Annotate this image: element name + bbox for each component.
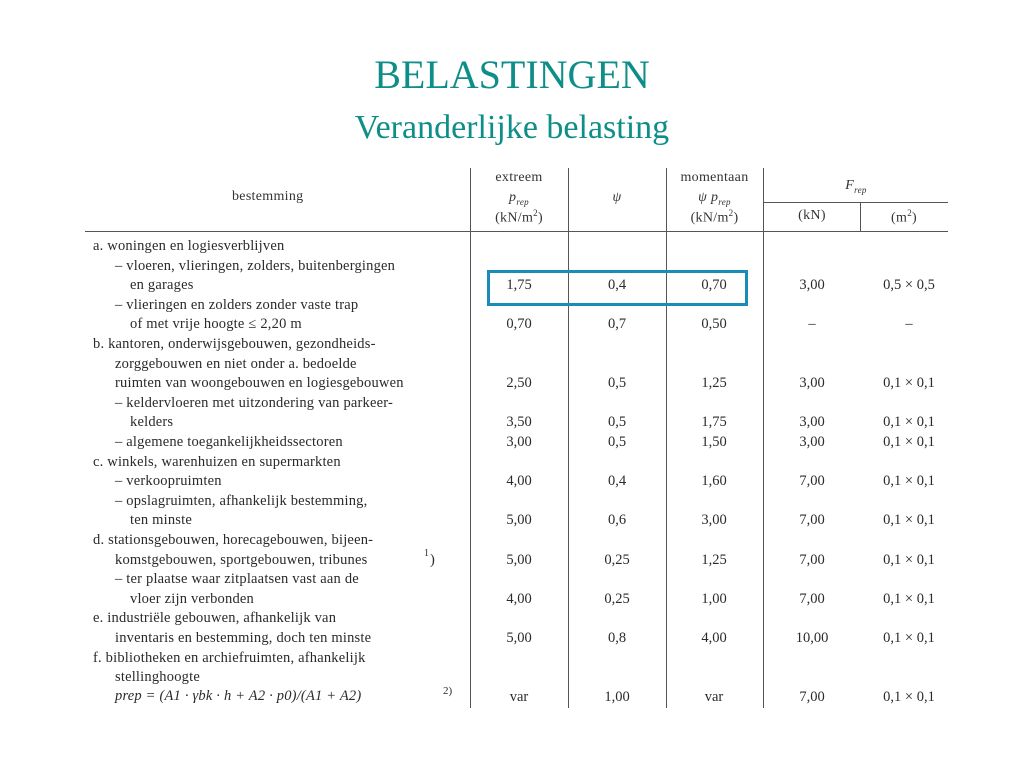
cell-prep: 5,00 — [506, 512, 532, 529]
description-line: – opslagruimten, afhankelijk bestemming, — [115, 492, 368, 509]
header-m2: $(m^2)$ — [891, 208, 917, 226]
cell-psiprep: 1,50 — [701, 434, 727, 450]
header-bottom-rule — [85, 231, 948, 232]
cell-prep: 0,70 — [506, 316, 532, 333]
header-kn: (kN) — [798, 208, 826, 223]
description-line: – verkoopruimten — [115, 473, 222, 490]
description-line: kelders — [130, 414, 174, 431]
cell-psi: 0,25 — [604, 590, 630, 607]
cell-psiprep: 0,50 — [701, 316, 727, 333]
cell-m2: 0,1 × 0,1 — [883, 375, 935, 392]
formula-note: 2) — [443, 685, 453, 697]
cell-psi: 0,5 — [607, 414, 627, 431]
cell-psi: 0,4 — [607, 277, 627, 294]
cell-prep: 4,00 — [506, 473, 532, 490]
cell-psiprep: 1,00 — [701, 590, 727, 607]
cell-psi: 0,6 — [607, 512, 627, 529]
description-line: – vloeren, vlieringen, zolders, buitenbergingen — [115, 257, 396, 274]
cell-prep: 4,00 — [506, 590, 532, 607]
cell-prep: 3,00 — [506, 434, 532, 450]
cell-psiprep: 1,60 — [701, 473, 727, 490]
cell-m2: 0,1 × 0,1 — [883, 512, 935, 529]
cell-kn: 7,00 — [799, 590, 825, 607]
description-line: inventaris en bestemming, doch ten minste — [115, 630, 372, 646]
cell-psiprep: var — [704, 688, 724, 705]
cell-prep: 5,00 — [506, 630, 532, 646]
header-psi: ψ — [612, 190, 622, 205]
header-unit-knm2: $(kN/m^2)$ — [495, 208, 543, 226]
cell-kn: 7,00 — [799, 551, 825, 568]
cell-m2: 0,1 × 0,1 — [883, 590, 935, 607]
header-momentaan: momentaan — [680, 170, 749, 185]
cell-psi: 0,4 — [607, 473, 627, 490]
description-line: b. kantoren, onderwijsgebouwen, gezondheids- — [93, 336, 376, 352]
cell-psiprep: 1,25 — [701, 375, 727, 392]
cell-kn: 7,00 — [799, 688, 825, 705]
cell-psi: 0,8 — [607, 630, 627, 646]
cell-psi: 0,5 — [607, 434, 627, 450]
cell-kn: 3,00 — [799, 434, 825, 450]
description-line: – ter plaatse waar zitplaatsen vast aan de — [115, 571, 359, 588]
description-line: komstgebouwen, sportgebouwen, tribunes — [115, 551, 368, 568]
cell-m2: 0,5 × 0,5 — [883, 277, 935, 294]
description-line: vloer zijn verbonden — [130, 590, 254, 607]
cell-m2: 0,1 × 0,1 — [883, 630, 935, 646]
description-line: ruimten van woongebouwen en logiesgebouwen — [115, 375, 404, 392]
cell-psiprep: 3,00 — [701, 512, 727, 529]
cell-m2: – — [905, 316, 913, 333]
cell-prep: 2,50 — [506, 375, 532, 392]
description-line: d. stationsgebouwen, horecagebouwen, bijeen- — [93, 532, 374, 548]
footnote-marker: 1 — [424, 547, 429, 559]
description-line: of met vrije hoogte ≤ 2,20 m — [130, 316, 302, 333]
header-prep: $p_{rep}$ — [509, 190, 529, 207]
cell-kn: 7,00 — [799, 473, 825, 490]
footnote-close: ) — [430, 551, 435, 568]
cell-psiprep: 0,70 — [701, 277, 727, 294]
cell-psi: 1,00 — [604, 688, 630, 705]
description-line: zorggebouwen en niet onder a. bedoelde — [115, 355, 357, 372]
cell-m2: 0,1 × 0,1 — [883, 551, 935, 568]
cell-kn: 10,00 — [795, 630, 829, 646]
header-unit-knm2-2: $(kN/m^2)$ — [690, 208, 739, 226]
cell-prep: 3,50 — [506, 414, 532, 431]
cell-prep: 1,75 — [506, 277, 532, 294]
description-line: en garages — [130, 277, 194, 294]
description-line: c. winkels, warenhuizen en supermarkten — [93, 453, 341, 470]
cell-psiprep: 1,75 — [701, 414, 727, 431]
description-line: stellinghoogte — [115, 669, 200, 686]
header-extreem: extreem — [495, 170, 543, 185]
description-line: – algemene toegankelijkheidssectoren — [115, 434, 343, 450]
formula: prep = (A1 · γbk · h + A2 · p0)/(A1 + A2) — [115, 688, 362, 704]
cell-psiprep: 4,00 — [701, 630, 727, 646]
cell-prep: var — [509, 688, 529, 705]
header-psi-prep: ψ $p_{rep}$ — [698, 190, 731, 207]
description-line: e. industriële gebouwen, afhankelijk van — [93, 610, 337, 627]
cell-m2: 0,1 × 0,1 — [883, 434, 935, 450]
cell-kn: 3,00 — [799, 277, 825, 294]
header-rule — [764, 202, 948, 203]
description-line: a. woningen en logiesverblijven — [93, 238, 285, 254]
description-line: – vlieringen en zolders zonder vaste trap — [115, 296, 359, 313]
highlight-box — [487, 270, 748, 306]
cell-m2: 0,1 × 0,1 — [883, 473, 935, 490]
cell-m2: 0,1 × 0,1 — [883, 414, 935, 431]
cell-m2: 0,1 × 0,1 — [883, 688, 935, 705]
cell-prep: 5,00 — [506, 551, 532, 568]
cell-kn: 3,00 — [799, 414, 825, 431]
cell-psi: 0,7 — [607, 316, 627, 333]
slide-title: BELASTINGEN — [374, 52, 650, 97]
header-bestemming: bestemming — [232, 189, 304, 204]
description-line: f. bibliotheken en archiefruimten, afhankelijk — [93, 649, 366, 666]
slide-subtitle: Veranderlijke belasting — [354, 109, 670, 146]
cell-kn: 3,00 — [799, 375, 825, 392]
cell-kn: – — [808, 316, 816, 333]
description-line: ten minste — [130, 512, 193, 529]
cell-psi: 0,25 — [604, 551, 630, 568]
cell-psi: 0,5 — [607, 375, 627, 392]
description-line: – keldervloeren met uitzondering van parkeer- — [115, 394, 394, 411]
header-frep: $F_{rep}$ — [845, 178, 867, 195]
cell-psiprep: 1,25 — [701, 551, 727, 568]
cell-kn: 7,00 — [799, 512, 825, 529]
